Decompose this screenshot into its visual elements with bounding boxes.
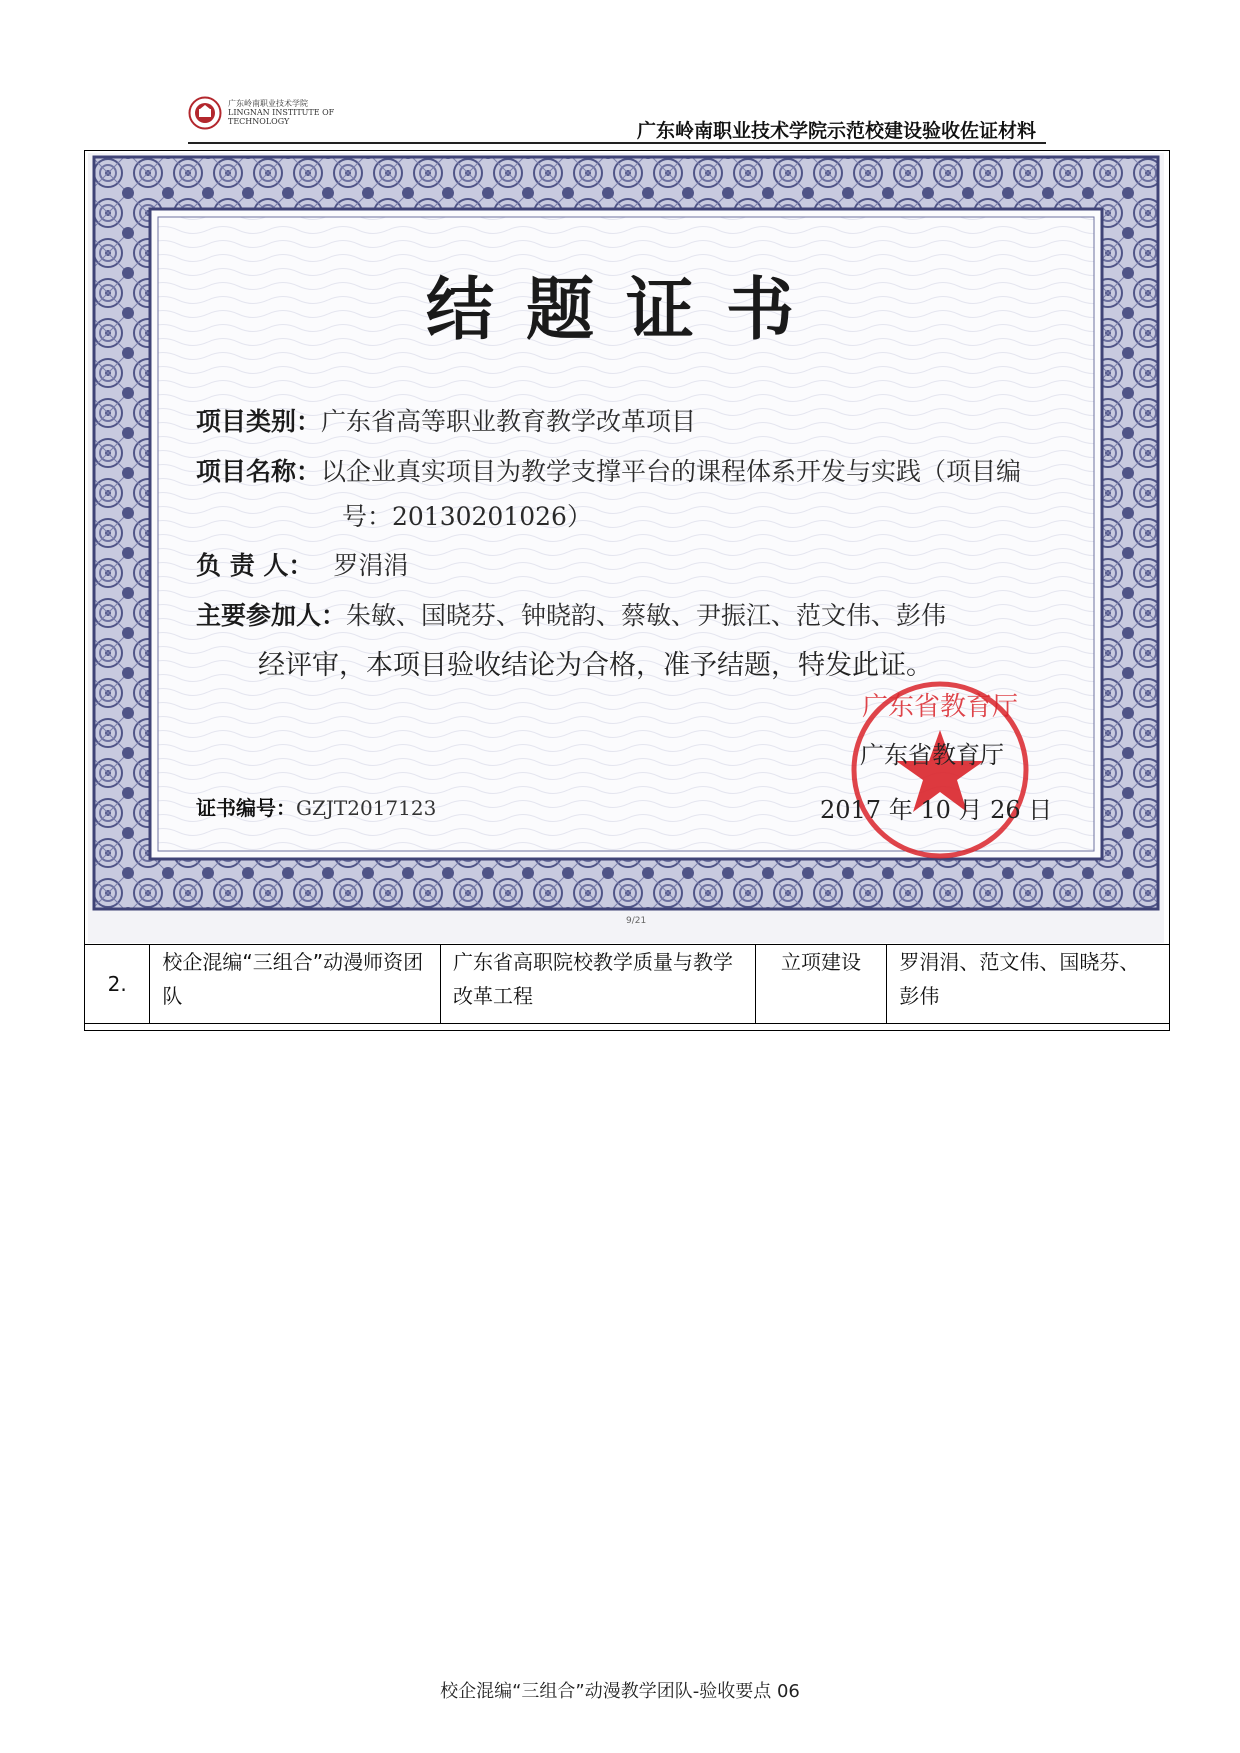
header-title: 广东岭南职业技术学院示范校建设验收佐证材料 [636, 120, 1036, 142]
seal-text: 广东省教育厅 [861, 692, 1019, 722]
certificate-number-value: GZJT2017123 [296, 796, 437, 820]
certificate-number-label: 证书编号： [196, 796, 296, 820]
certificate-title: 结题证书 [425, 270, 826, 350]
row-number: 2. [85, 945, 150, 1024]
page-footer: 校企混编“三组合”动漫教学团队-验收要点 06 [440, 1681, 800, 1702]
logo-en-name: LINGNAN INSTITUTE OF TECHNOLOGY [228, 108, 335, 126]
project-members-row [196, 596, 946, 632]
team-name-cell: 校企混编“三组合”动漫师资团队 [150, 945, 441, 1024]
project-members-label: 主要参加人： [196, 601, 347, 630]
scan-page-mark: 9/21 [626, 916, 647, 926]
project-name-value-line2: 号：20130201026） [342, 502, 592, 531]
table-row [85, 945, 1170, 1024]
certificate-date: 2017 年 10 月 26 日 [820, 796, 1053, 824]
project-name-label: 项目名称： [196, 457, 322, 486]
certificate-number [196, 792, 436, 821]
certificate-issuer: 广东省教育厅 [860, 741, 1004, 769]
project-category-row [196, 402, 696, 438]
institute-logo [188, 94, 388, 134]
project-category-label: 项目类别： [196, 407, 322, 436]
certificate-verdict: 经评审，本项目验收结论为合格，准予结题，特发此证。 [258, 650, 933, 681]
project-leader-row [196, 546, 408, 582]
project-leader-value: 罗涓涓 [333, 551, 409, 580]
project-category-value: 广东省高等职业教育教学改革项目 [321, 407, 697, 436]
members-cell: 罗涓涓、范文伟、国晓芬、彭伟 [887, 945, 1170, 1024]
team-info-table [84, 944, 1170, 1024]
header-rule [188, 142, 1046, 144]
official-seal-icon [845, 675, 1035, 865]
logo-cn-name: 广东岭南职业技术学院 [228, 99, 308, 108]
project-cell: 广东省高职院校教学质量与教学改革工程 [440, 945, 755, 1024]
project-name-value-line1: 以企业真实项目为教学支撑平台的课程体系开发与实践（项目编 [321, 457, 1022, 486]
project-members-value: 朱敏、国晓芬、钟晓韵、蔡敏、尹振江、范文伟、彭伟 [346, 601, 947, 630]
project-name-row [196, 452, 1021, 488]
institute-seal-icon [188, 96, 222, 130]
project-type-cell: 立项建设 [755, 945, 887, 1024]
project-leader-label: 负 责 人： [196, 551, 314, 580]
page-header [188, 94, 1046, 142]
